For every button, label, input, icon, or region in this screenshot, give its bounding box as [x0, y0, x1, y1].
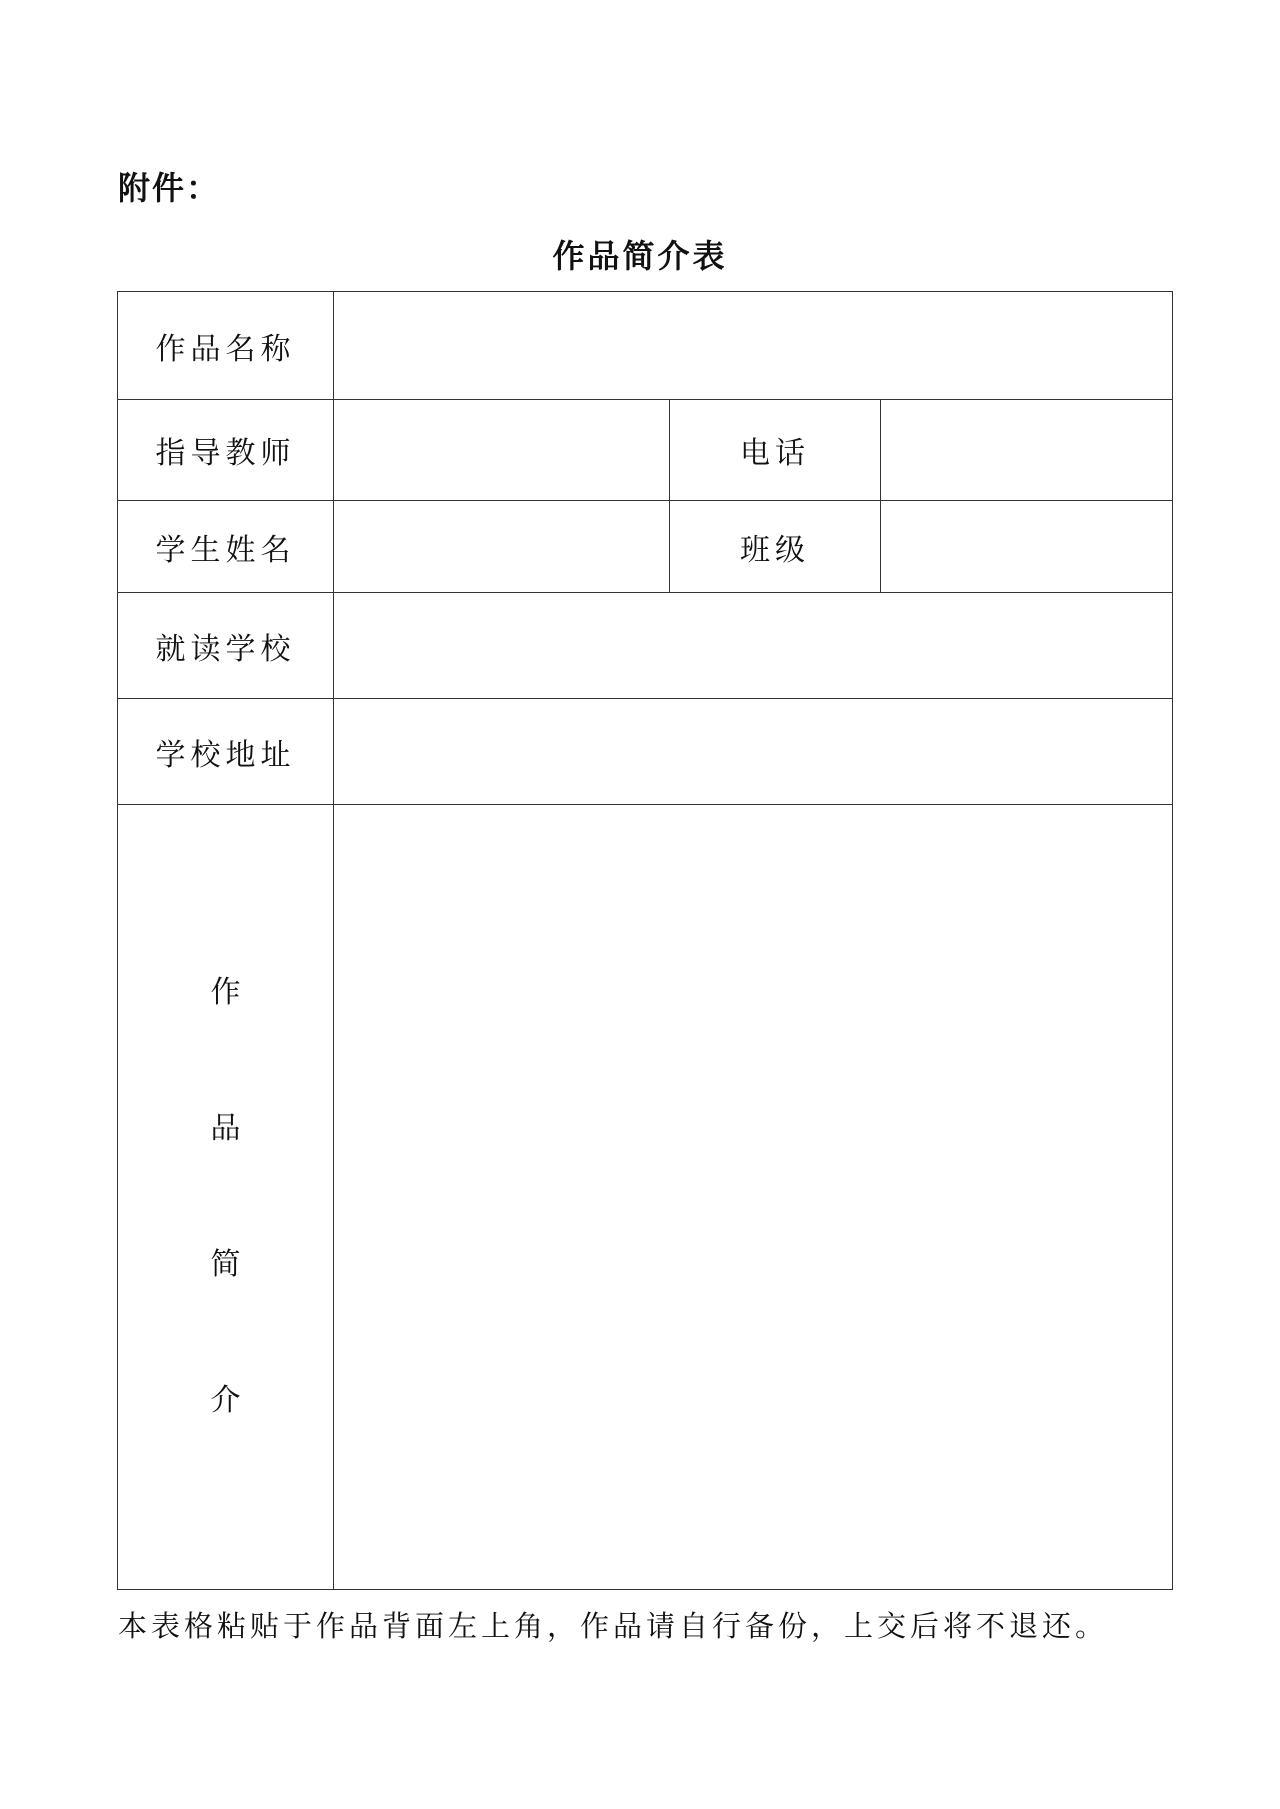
- class-label: 班级: [670, 501, 881, 593]
- school-field[interactable]: [334, 593, 1173, 699]
- address-field[interactable]: [334, 699, 1173, 805]
- footnote: 本表格粘贴于作品背面左上角，作品请自行备份，上交后将不退还。: [118, 1609, 1109, 1643]
- row-intro: [118, 805, 1173, 1590]
- form-title: 作品简介表: [552, 237, 728, 275]
- school-label: 就读学校: [118, 593, 334, 699]
- intro-label-char: 作: [210, 975, 241, 1010]
- student-label: 学生姓名: [118, 501, 334, 593]
- intro-label-vertical: [118, 974, 333, 1420]
- row-student: [118, 501, 1173, 593]
- row-work-name: [118, 292, 1173, 400]
- intro-label-char: 简: [210, 1247, 241, 1282]
- phone-label: 电话: [670, 400, 881, 501]
- work-intro-table: [117, 291, 1173, 1590]
- intro-label-char: 品: [210, 1111, 241, 1146]
- student-field[interactable]: [334, 501, 670, 593]
- teacher-label: 指导教师: [118, 400, 334, 501]
- row-teacher: [118, 400, 1173, 501]
- row-school: [118, 593, 1173, 699]
- attachment-label: 附件：: [118, 169, 221, 207]
- address-label: 学校地址: [118, 699, 334, 805]
- intro-label-char: 介: [210, 1383, 241, 1418]
- intro-field[interactable]: [334, 805, 1173, 1590]
- work-name-field[interactable]: [334, 292, 1173, 400]
- phone-field[interactable]: [881, 400, 1173, 501]
- row-address: [118, 699, 1173, 805]
- class-field[interactable]: [881, 501, 1173, 593]
- work-name-label: 作品名称: [118, 292, 334, 400]
- intro-label: [118, 805, 334, 1590]
- teacher-field[interactable]: [334, 400, 670, 501]
